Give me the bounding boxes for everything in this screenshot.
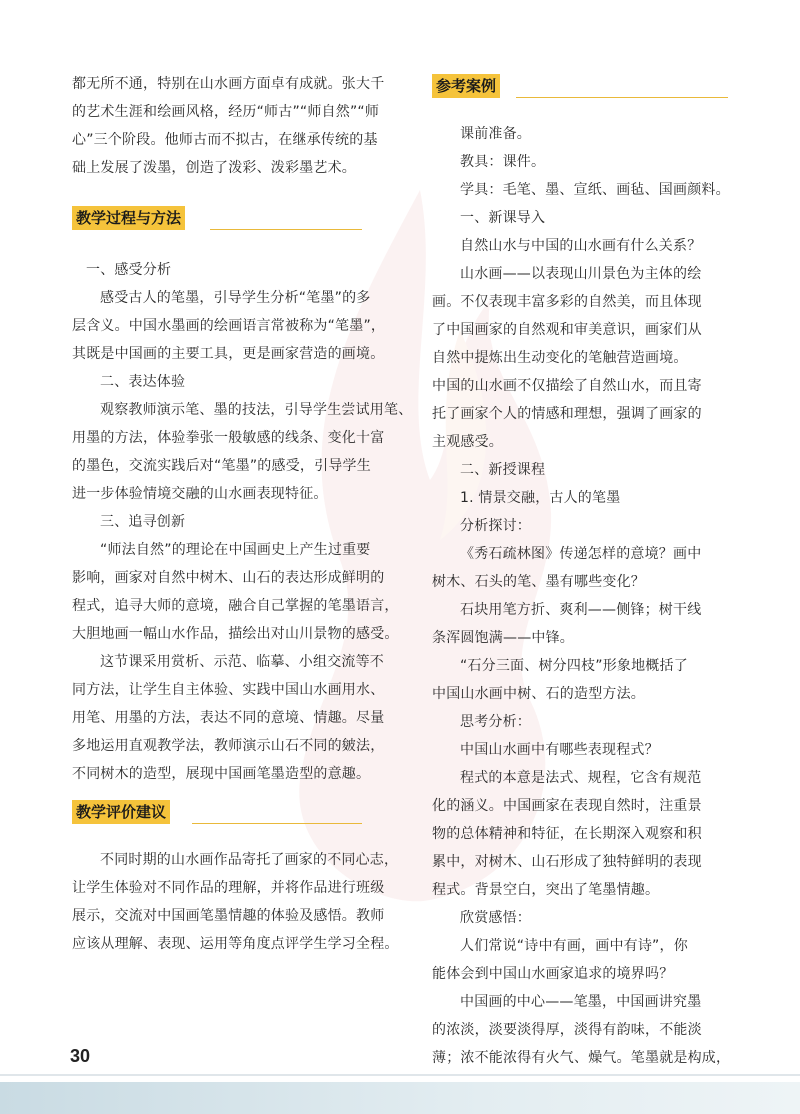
body-line: 主观感受。 (432, 434, 503, 450)
body-line: 分析探讨： (460, 518, 531, 534)
body-line: 二、新授课程 (460, 462, 546, 478)
body-line: 大胆地画一幅山水作品，描绘出对山川景物的感受。 (72, 626, 399, 642)
body-line: 用墨的方法，体验拳张一般敏感的线条、变化十富 (72, 430, 385, 446)
body-line: 感受古人的笔墨，引导学生分析“笔墨”的多 (100, 290, 371, 306)
body-line: 让学生体验对不同作品的理解，并将作品进行班级 (72, 880, 385, 896)
body-line: 层含义。中国水墨画的绘画语言常被称为“笔墨”， (72, 318, 386, 334)
body-line: 《秀石疏林图》传递怎样的意境？画中 (460, 546, 702, 562)
section-heading-reference-case (432, 74, 728, 98)
body-line: 三、追寻创新 (100, 514, 186, 530)
heading-rule (210, 229, 362, 230)
body-line: 的墨色，交流实践后对“笔墨”的感受，引导学生 (72, 458, 371, 474)
body-line: 条浑圆饱满——中锋。 (432, 630, 574, 646)
body-line: 程式。背景空白，突出了笔墨情趣。 (432, 882, 660, 898)
footer-rule (0, 1074, 800, 1076)
body-line: 中国的山水画不仅描绘了自然山水，而且寄 (432, 378, 702, 394)
body-line: 用笔、用墨的方法，表达不同的意境、情趣。尽量 (72, 710, 385, 726)
body-line: 课前准备。 (460, 126, 531, 142)
body-line: 进一步体验情境交融的山水画表现特征。 (72, 486, 328, 502)
body-line: 树木、石头的笔、墨有哪些变化？ (432, 574, 645, 590)
body-line: 1. 情景交融，古人的笔墨 (460, 490, 621, 506)
heading-rule (516, 97, 728, 98)
body-line: 思考分析： (460, 714, 531, 730)
body-line: “师法自然”的理论在中国画史上产生过重要 (100, 542, 371, 558)
body-line: 薄；浓不能浓得有火气、燥气。笔墨就是构成， (432, 1050, 731, 1066)
body-line: 展示，交流对中国画笔墨情趣的体验及感悟。教师 (72, 908, 385, 924)
body-line: 影响，画家对自然中树木、山石的表达形成鲜明的 (72, 570, 385, 586)
body-line: 化的涵义。中国画家在表现自然时，注重景 (432, 798, 702, 814)
body-line: 中国画的中心——笔墨，中国画讲究墨 (460, 994, 702, 1010)
body-line: 不同时期的山水画作品寄托了画家的不同心志， (100, 852, 399, 868)
intro-line: 都无所不通，特别在山水画方面卓有成就。张大千 (72, 76, 385, 92)
body-line: “石分三面、树分四枝”形象地概括了 (460, 658, 688, 674)
body-line: 应该从理解、表现、运用等角度点评学生学习全程。 (72, 936, 399, 952)
body-line: 一、新课导入 (460, 210, 546, 226)
body-line: 托了画家个人的情感和理想，强调了画家的 (432, 406, 702, 422)
section-title: 教学评价建议 (72, 800, 170, 824)
footer-bar (0, 1082, 800, 1114)
body-line: 二、表达体验 (100, 374, 186, 390)
body-line: 学具：毛笔、墨、宣纸、画毡、国画颜料。 (460, 182, 730, 198)
intro-line: 的艺术生涯和绘画风格，经历“师古”“师自然”“师 (72, 104, 380, 120)
body-line: 观察教师演示笔、墨的技法，引导学生尝试用笔、 (100, 402, 413, 418)
body-line: 中国山水画中有哪些表现程式？ (460, 742, 659, 758)
body-line: 其既是中国画的主要工具，更是画家营造的画境。 (72, 346, 385, 362)
body-line: 的浓淡，淡要淡得厚，淡得有韵味，不能淡 (432, 1022, 702, 1038)
intro-line: 心”三个阶段。他师古而不拟古，在继承传统的基 (72, 132, 378, 148)
section-heading-teaching-process (72, 206, 362, 230)
section-title: 教学过程与方法 (72, 206, 185, 230)
body-line: 不同树木的造型，展现中国画笔墨造型的意趣。 (72, 766, 371, 782)
body-line: 自然中提炼出生动变化的笔触营造画境。 (432, 350, 688, 366)
page-number: 30 (70, 1046, 91, 1066)
body-line: 程式，追寻大师的意境，融合自己掌握的笔墨语言， (72, 598, 399, 614)
body-line: 中国山水画中树、石的造型方法。 (432, 686, 645, 702)
body-line: 了中国画家的自然观和审美意识，画家们从 (432, 322, 702, 338)
body-line: 多地运用直观教学法，教师演示山石不同的皴法， (72, 738, 385, 754)
body-line: 累中，对树木、山石形成了独特鲜明的表现 (432, 854, 702, 870)
body-line: 石块用笔方折、爽利——侧锋；树干线 (460, 602, 702, 618)
body-line: 程式的本意是法式、规程，它含有规范 (460, 770, 702, 786)
section-heading-evaluation (72, 800, 362, 824)
body-line: 教具：课件。 (460, 154, 546, 170)
body-line: 能体会到中国山水画家追求的境界吗？ (432, 966, 674, 982)
heading-rule (192, 823, 362, 824)
section-title: 参考案例 (432, 74, 500, 98)
body-line: 同方法，让学生自主体验、实践中国山水画用水、 (72, 682, 385, 698)
body-line: 这节课采用赏析、示范、临摹、小组交流等不 (100, 654, 384, 670)
body-line: 物的总体精神和特征，在长期深入观察和积 (432, 826, 702, 842)
body-line: 一、感受分析 (86, 262, 172, 278)
body-line: 山水画——以表现山川景色为主体的绘 (460, 266, 702, 282)
body-line: 欣赏感悟： (460, 910, 531, 926)
body-line: 人们常说“诗中有画，画中有诗”，你 (460, 938, 688, 954)
body-line: 画。不仅表现丰富多彩的自然美，而且体现 (432, 294, 702, 310)
body-line: 自然山水与中国的山水画有什么关系？ (460, 238, 702, 254)
intro-line: 础上发展了泼墨，创造了泼彩、泼彩墨艺术。 (72, 160, 356, 176)
